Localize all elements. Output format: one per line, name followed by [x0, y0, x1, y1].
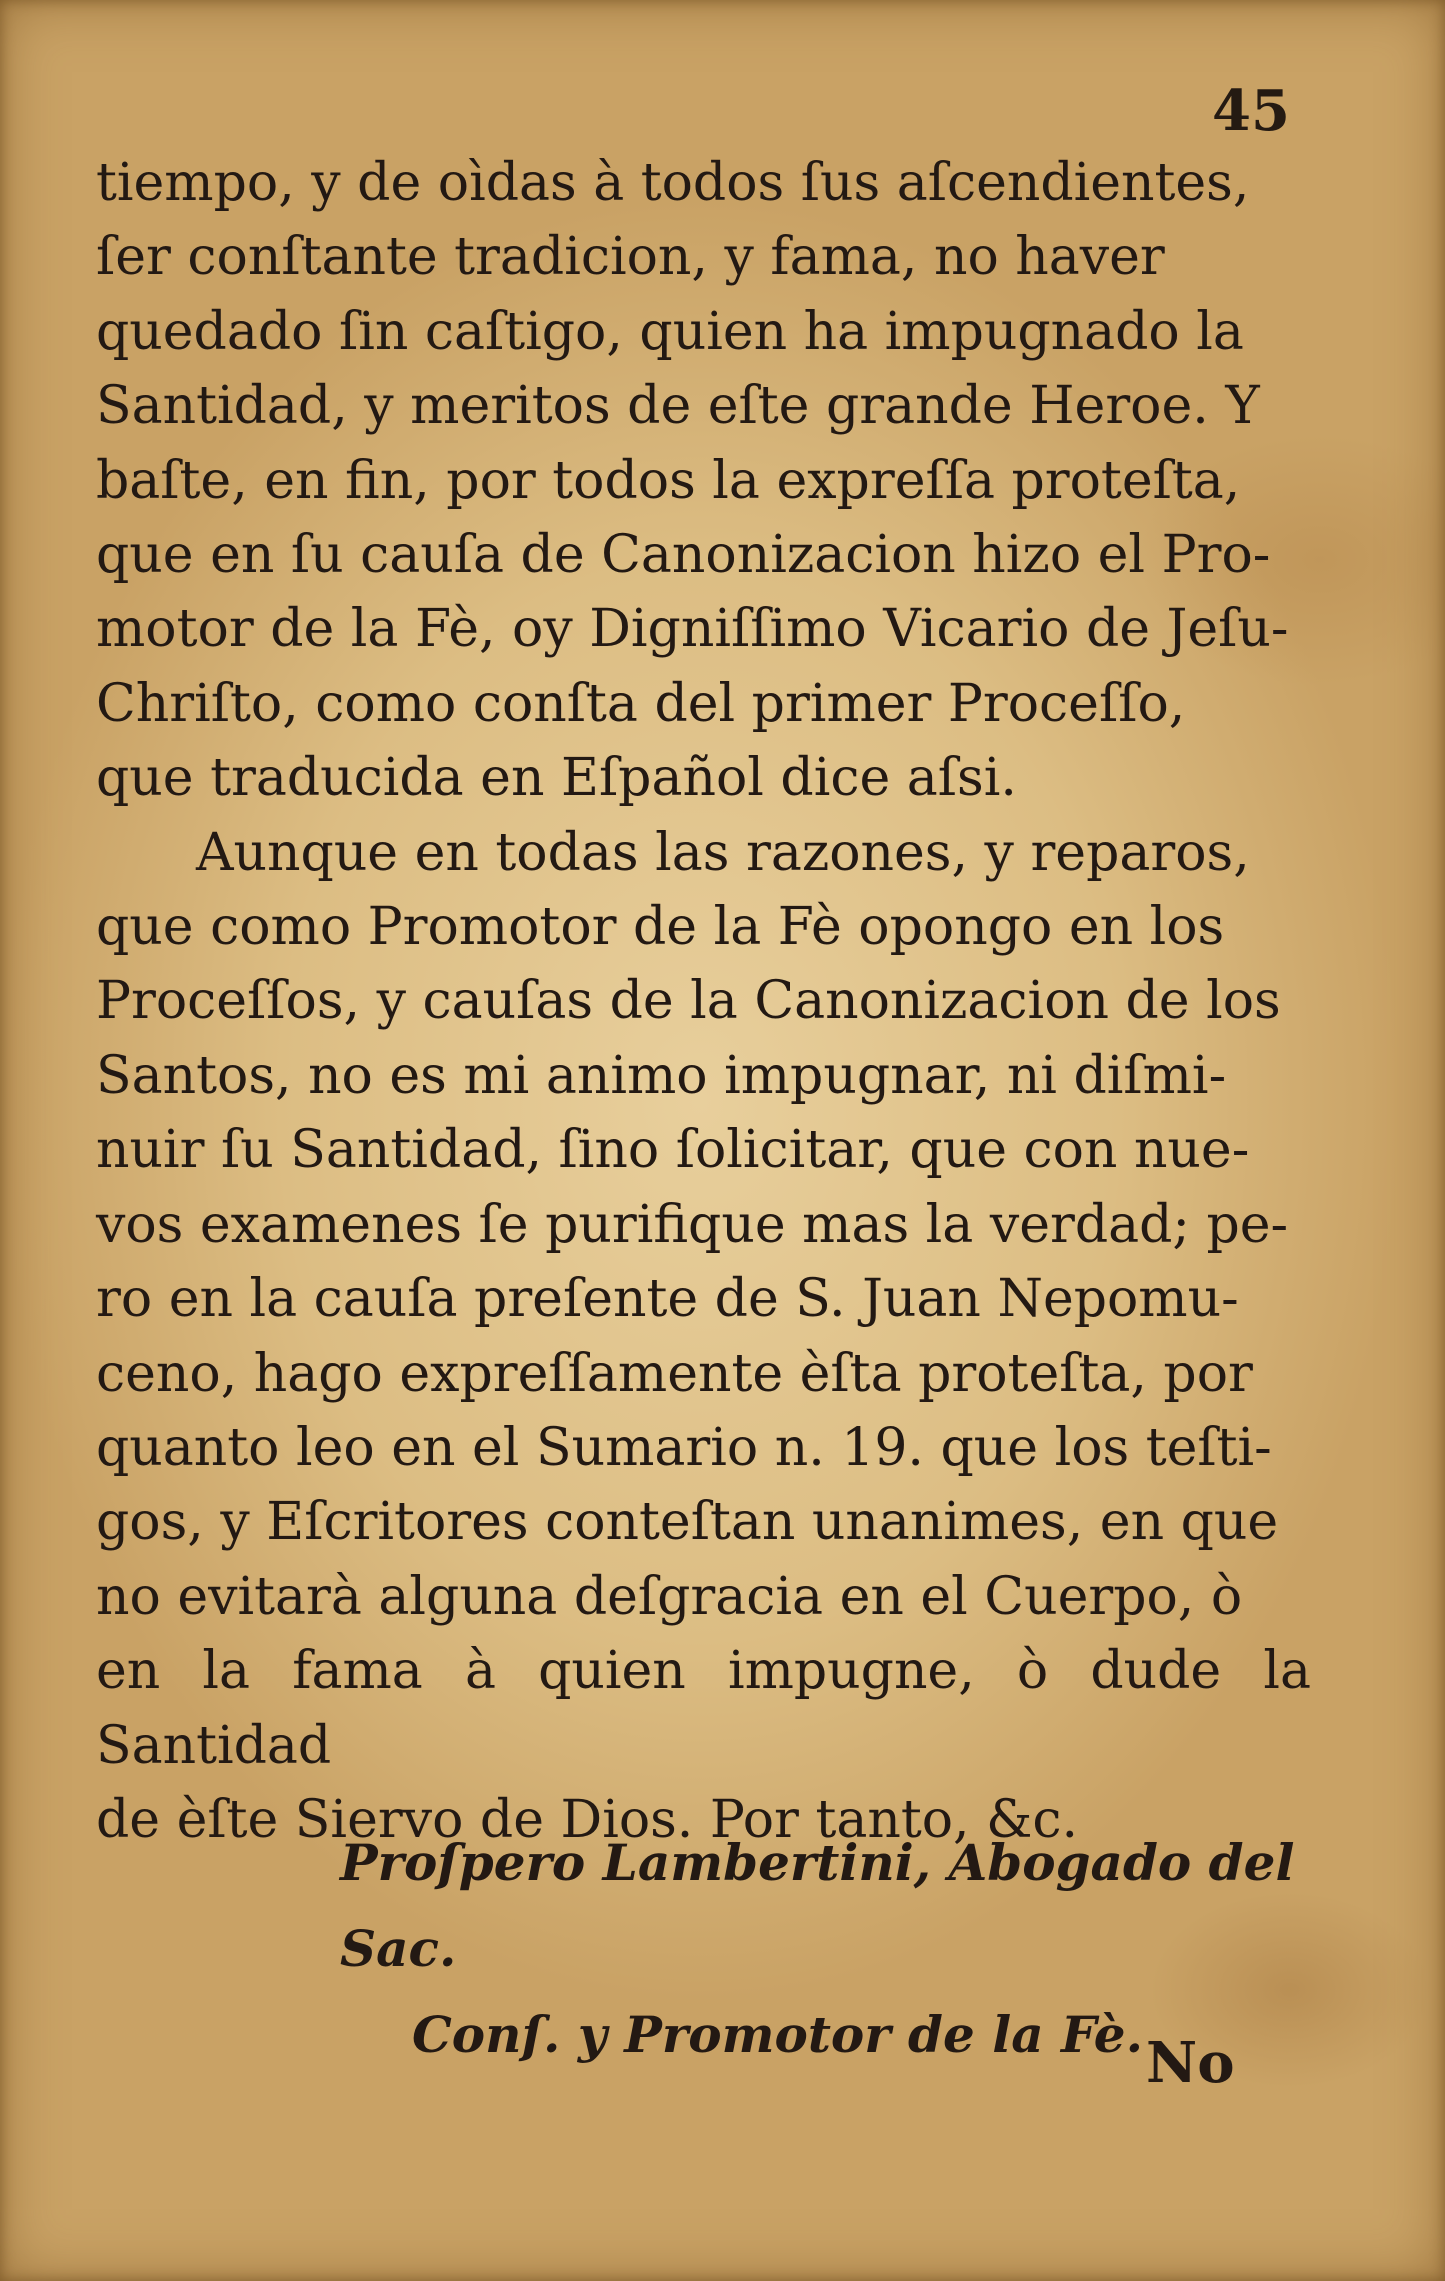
paragraph-1: tiempo, y de oìdas à todos ſus aſcendientes, ſer conſtante tradicion, y fama, no haver quedado ſin caſtigo, quien ha impugnado la Santidad, y meritos de eſte grande Heroe. Y baſte, en fin, por todos la expreſſa proteſta, que en ſu cauſa de Canonizacion hizo el Pro- motor de la Fè, oy Digniſſimo Vicario de Jeſu- Chriſto, como conſta del primer Proceſſo, que traducida en Eſpañol dice aſsi.: [96, 153, 1289, 809]
signature-line-2: Conſ. y Promotor de la Fè.: [412, 2005, 1143, 2064]
page-number: 45: [1212, 78, 1290, 144]
signature-line-1: Proſpero Lambertini, Abogado del Sac.: [340, 1833, 1295, 1978]
catchword: No: [1146, 2030, 1235, 2096]
body-text: [96, 146, 1311, 1857]
paragraph-2: Aunque en todas las razones, y reparos, que como Promotor de la Fè opongo en los Proceſſos, y cauſas de la Canonizacion de los Santos, no es mi animo impugnar, ni diſmi- nuir ſu Santidad, ſino ſolicitar, que con nue- vos examenes ſe purifique mas la verdad; pe- ro en la cauſa preſente de S. Juan Nepomu- ceno, hago expreſſamente èſta proteſta, por quanto leo en el Sumario n. 19. que los teſti- gos, y Eſcritores conteſtan unanimes, en que no evitarà alguna deſgracia en el Cuerpo, ò en la fama à quien impugne, ò dude la Santidad de èſte Siervo de Dios. Por tanto, &c.: [96, 822, 1311, 1850]
